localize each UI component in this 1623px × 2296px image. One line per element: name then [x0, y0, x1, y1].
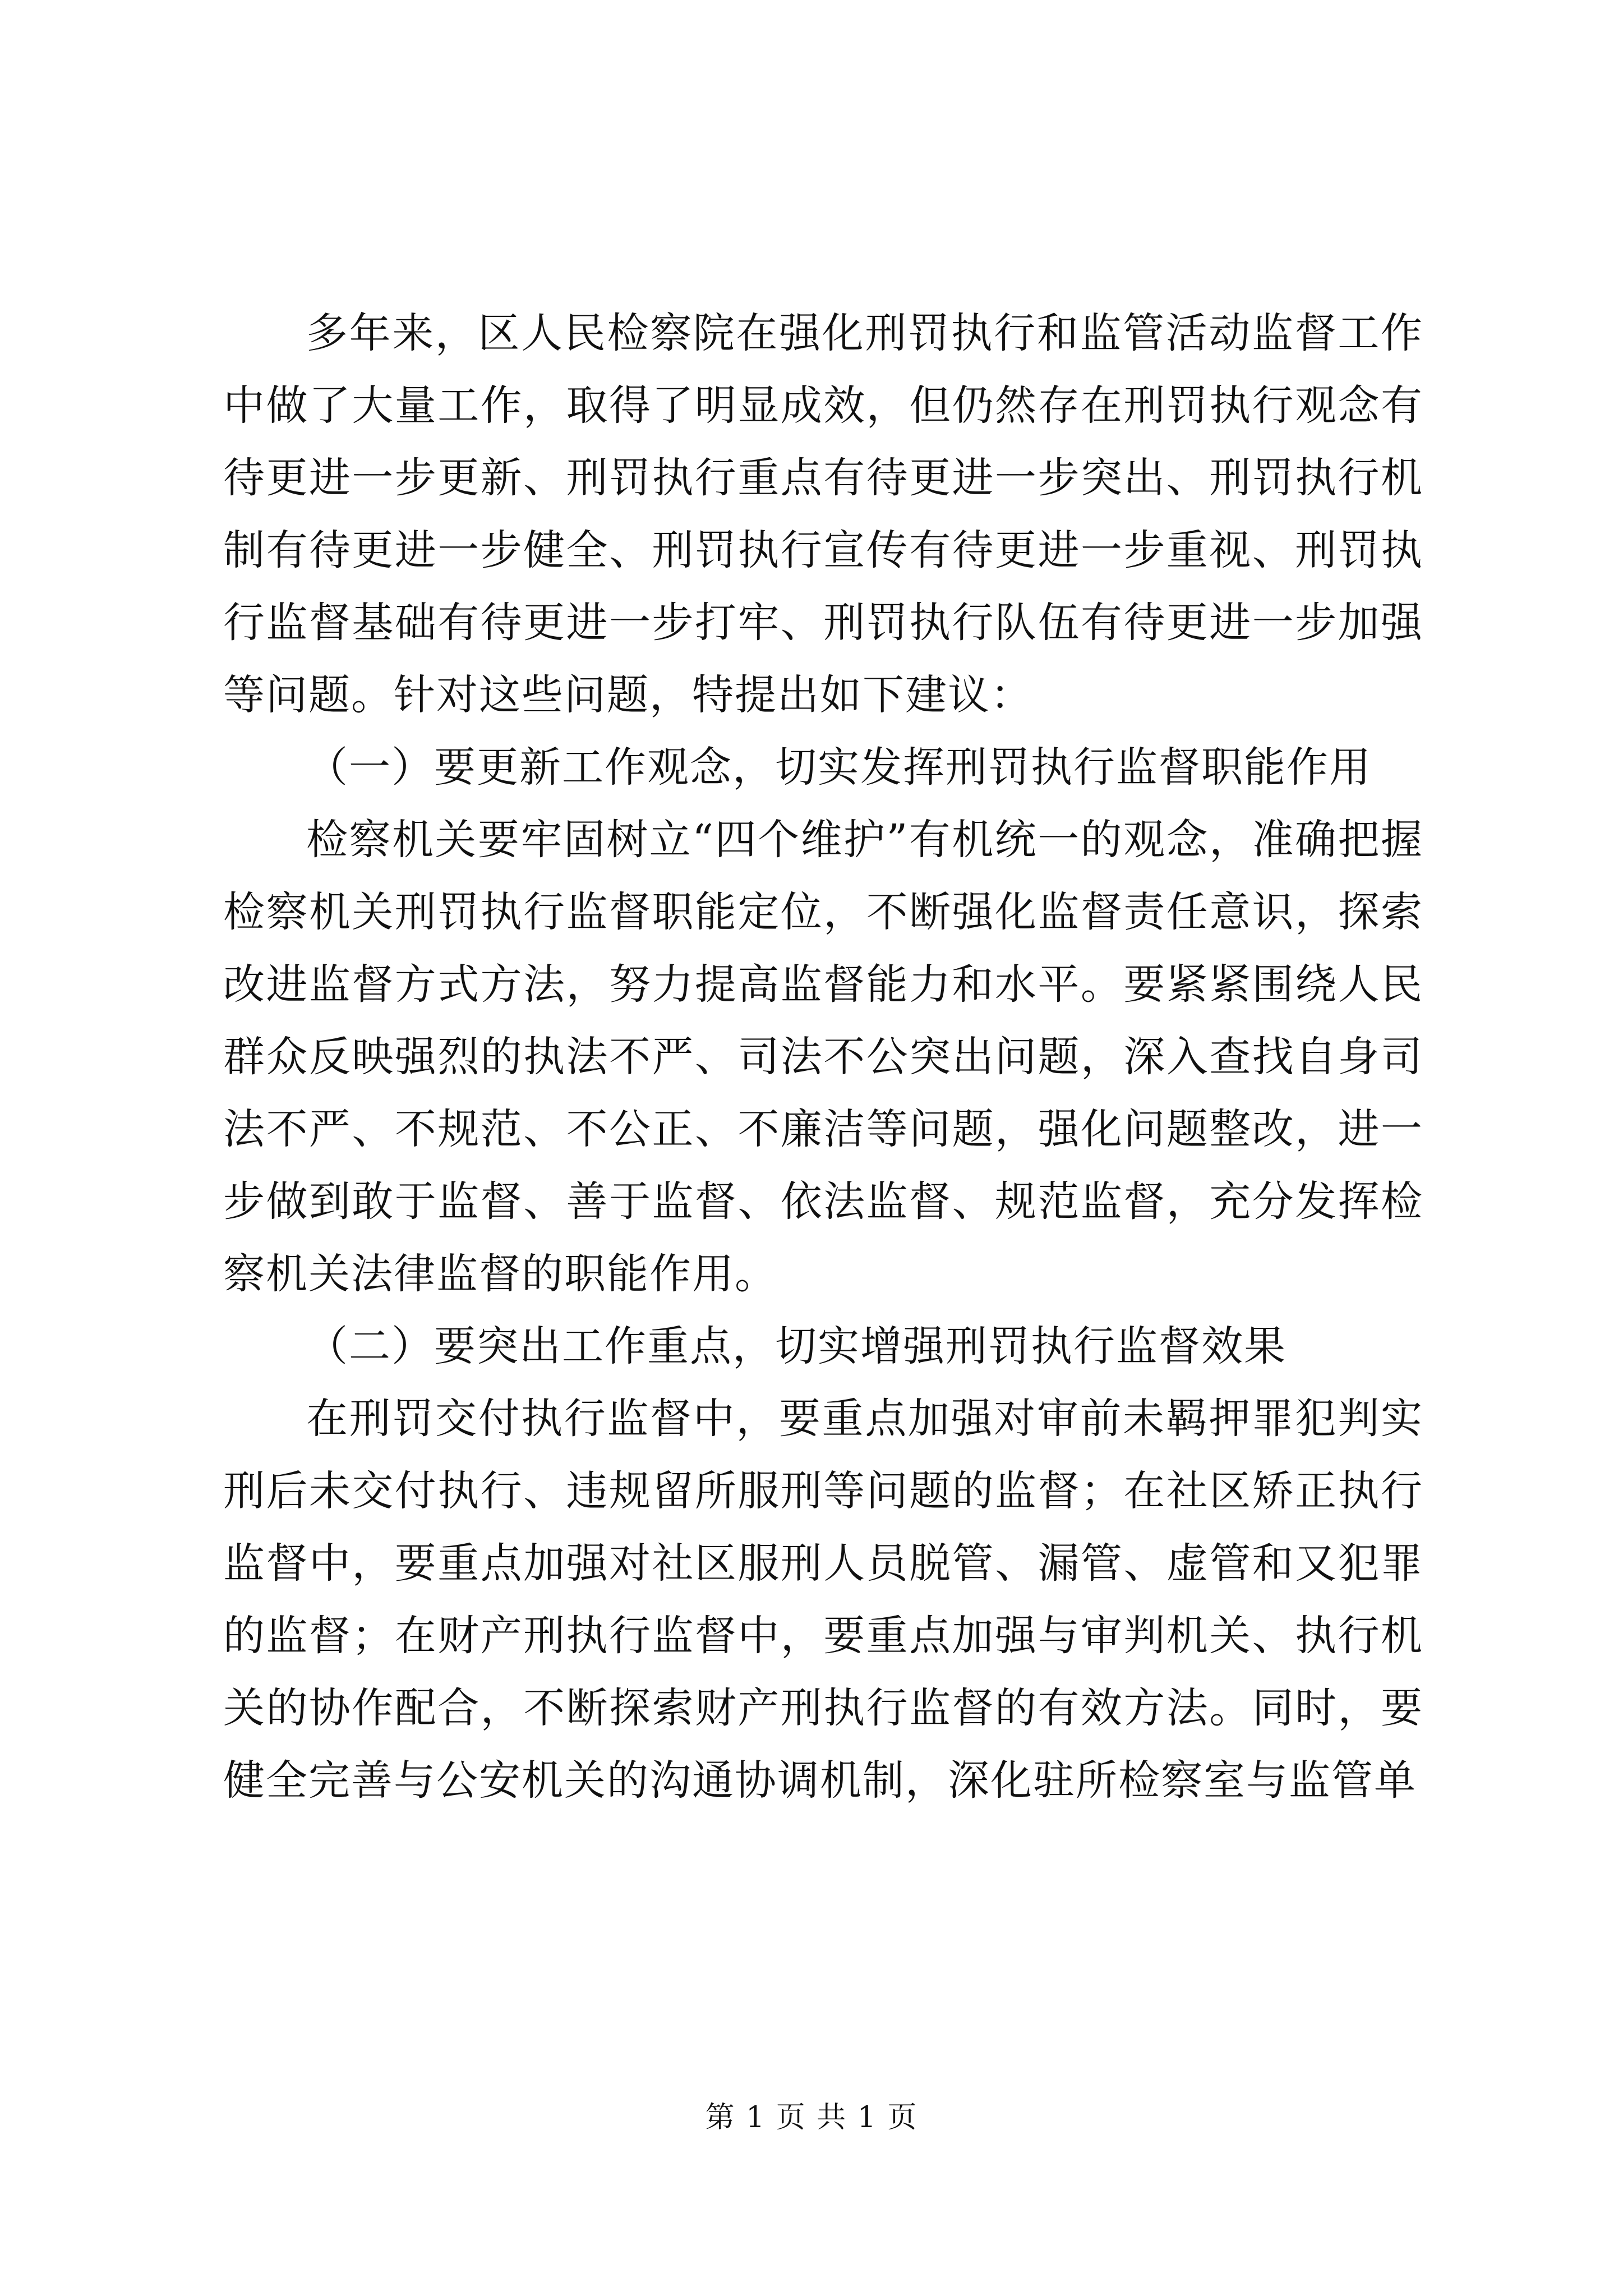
paragraph-section-2: 在刑罚交付执行监督中，要重点加强对审前未羁押罪犯判实刑后未交付执行、违规留所服刑等问题的监督；在社区矫正执行监督中，要重点加强对社区服刑人员脱管、漏管、虚管和又犯罪的监督；在财产刑执行监督中，要重点加强与审判机关、执行机关的协作配合，不断探索财产刑执行监督的有效方法。同时，要健全完善与公安机关的沟通协调机制，深化驻所检察室与监管单 — [223, 1395, 1423, 1805]
document-body — [223, 297, 1423, 1817]
section-heading-2: （二）要突出工作重点，切实增强刑罚执行监督效果 — [306, 1322, 1287, 1370]
paragraph-section-1: 检察机关要牢固树立“四个维护”有机统一的观念，准确把握检察机关刑罚执行监督职能定位，不断强化监督责任意识，探索改进监督方式方法，努力提高监督能力和水平。要紧紧围绕人民群众反映强烈的执法不严、司法不公突出问题，深入查找自身司法不严、不规范、不公正、不廉洁等问题，强化问题整改，进一步做到敢于监督、善于监督、依法监督、规范监督，充分发挥检察机关法律监督的职能作用。 — [223, 816, 1423, 1298]
paragraph-intro: 多年来，区人民检察院在强化刑罚执行和监管活动监督工作中做了大量工作，取得了明显成效，但仍然存在刑罚执行观念有待更进一步更新、刑罚执行重点有待更进一步突出、刑罚执行机制有待更进一步健全、刑罚执行宣传有待更进一步重视、刑罚执行监督基础有待更进一步打牢、刑罚执行队伍有待更进一步加强等问题。针对这些问题，特提出如下建议： — [223, 309, 1423, 719]
section-heading-1: （一）要更新工作观念，切实发挥刑罚执行监督职能作用 — [306, 743, 1372, 792]
page-footer: 第 1 页 共 1 页 — [705, 2101, 918, 2134]
